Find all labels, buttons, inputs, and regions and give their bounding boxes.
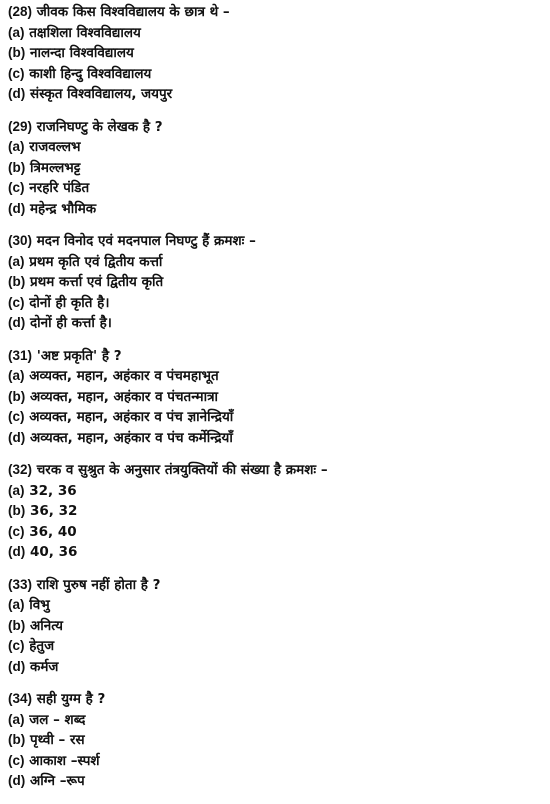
option-text: प्रथम कर्त्ता एवं द्वितीय कृति: [29, 274, 164, 290]
option-letter: (c): [8, 294, 25, 310]
question-text: राजनिघण्टु के लेखक है ?: [36, 118, 163, 135]
option-text: पृथ्वी – रस: [29, 732, 85, 748]
option-item: [8, 366, 544, 387]
option-item: [8, 272, 544, 293]
option-text: जल – शब्द: [29, 711, 86, 728]
option-letter: (a): [8, 253, 25, 269]
option-letter: (a): [8, 482, 25, 498]
option-item: [8, 64, 544, 85]
option-text: हेतुज: [29, 638, 55, 654]
option-letter: (b): [8, 45, 26, 60]
option-item: [8, 293, 544, 314]
option-item: [8, 481, 544, 502]
option-item: [8, 522, 544, 543]
option-text: अनित्य: [29, 617, 64, 634]
option-letter: (a): [8, 368, 25, 383]
option-letter: (d): [8, 86, 26, 101]
option-letter: (b): [8, 274, 26, 289]
option-text: अव्यक्त, महान, अहंकार व पंचमहाभूत: [29, 368, 219, 384]
option-text: 40, 36: [29, 544, 78, 560]
option-letter: (b): [8, 159, 26, 175]
option-text: प्रथम कृति एवं द्वितीय कर्त्ता: [29, 253, 163, 270]
option-item: [8, 636, 544, 657]
option-letter: (c): [8, 180, 25, 195]
option-text: अव्यक्त, महान, अहंकार व पंचतन्मात्रा: [29, 388, 219, 405]
option-text: त्रिमल्लभट्ट: [29, 159, 81, 176]
option-text: नालन्दा विश्वविद्यालय: [29, 45, 134, 61]
question-number: (32): [8, 462, 33, 477]
option-letter: (a): [8, 711, 25, 727]
option-item: [8, 137, 544, 158]
option-text: अव्यक्त, महान, अहंकार व पंच ज्ञानेन्द्रियाँ: [29, 409, 234, 425]
question-text: राशि पुरुष नहीं होता है ?: [36, 576, 161, 593]
option-item: [8, 595, 544, 616]
option-letter: (b): [8, 617, 26, 633]
question-number: (34): [8, 691, 33, 706]
question-block: [8, 231, 544, 334]
option-item: [8, 252, 544, 273]
question-text: जीवक किस विश्वविद्यालय के छात्र थे –: [36, 4, 230, 20]
question-text: चरक व सुश्रुत के अनुसार तंत्रयुक्तियों की संख्या है क्रमशः –: [36, 462, 328, 478]
question-line: [8, 689, 544, 710]
option-text: संस्कृत विश्वविद्यालय, जयपुर: [29, 86, 173, 102]
option-text: तक्षशिला विश्वविद्यालय: [29, 24, 141, 41]
option-text: आकाश –स्पर्श: [29, 752, 100, 769]
option-text: 32, 36: [29, 482, 77, 499]
option-item: [8, 158, 544, 179]
question-line: [8, 346, 544, 367]
option-letter: (c): [8, 523, 25, 539]
option-item: [8, 751, 544, 772]
question-text: सही युग्म है ?: [36, 691, 106, 707]
option-item: [8, 178, 544, 199]
option-letter: (c): [8, 65, 25, 81]
option-letter: (c): [8, 638, 25, 653]
option-letter: (d): [8, 315, 26, 330]
option-letter: (d): [8, 429, 26, 445]
question-number: (29): [8, 118, 33, 134]
option-text: महेन्द्र भौमिक: [29, 200, 97, 217]
option-letter: (a): [8, 139, 25, 154]
question-block: [8, 689, 544, 792]
option-letter: (b): [8, 388, 26, 404]
question-block: [8, 2, 544, 105]
option-item: [8, 428, 544, 449]
question-block: [8, 460, 544, 563]
question-line: [8, 460, 544, 481]
question-number: (30): [8, 233, 33, 248]
option-letter: (d): [8, 200, 26, 216]
option-item: [8, 84, 544, 105]
question-block: [8, 346, 544, 449]
option-item: [8, 501, 544, 522]
question-line: [8, 575, 544, 596]
option-item: [8, 387, 544, 408]
option-text: दोनों ही कृति है।: [29, 294, 110, 311]
question-number: (28): [8, 4, 33, 19]
option-text: विभु: [29, 597, 50, 613]
question-block: [8, 117, 544, 220]
option-letter: (d): [8, 544, 26, 559]
question-block: [8, 575, 544, 678]
option-letter: (b): [8, 503, 26, 518]
option-item: [8, 710, 544, 731]
option-item: [8, 43, 544, 64]
question-line: [8, 231, 544, 252]
option-item: [8, 542, 544, 563]
option-letter: (d): [8, 773, 26, 788]
option-item: [8, 771, 544, 792]
question-number: (33): [8, 576, 33, 592]
option-letter: (d): [8, 658, 26, 674]
option-item: [8, 23, 544, 44]
option-text: काशी हिन्दु विश्वविद्यालय: [29, 65, 152, 82]
question-line: [8, 117, 544, 138]
question-sheet: [8, 2, 544, 804]
option-text: 36, 40: [29, 523, 77, 540]
option-text: अग्नि –रूप: [29, 773, 85, 789]
option-item: [8, 616, 544, 637]
question-text: 'अष्ट प्रकृति' है ?: [36, 347, 122, 364]
option-letter: (a): [8, 597, 25, 612]
option-item: [8, 313, 544, 334]
question-number: (31): [8, 347, 33, 363]
option-letter: (c): [8, 752, 25, 768]
question-line: [8, 2, 544, 23]
option-item: [8, 657, 544, 678]
option-item: [8, 730, 544, 751]
option-letter: (c): [8, 409, 25, 424]
option-text: अव्यक्त, महान, अहंकार व पंच कर्मेन्द्रियाँ: [29, 429, 233, 446]
option-text: नरहरि पंडित: [29, 180, 90, 196]
option-item: [8, 407, 544, 428]
option-letter: (a): [8, 24, 25, 40]
option-text: दोनों ही कर्त्ता है।: [29, 315, 112, 331]
option-text: कर्मज: [29, 658, 59, 675]
question-text: मदन विनोद एवं मदनपाल निघण्टु हैं क्रमशः –: [36, 233, 256, 249]
option-letter: (b): [8, 732, 26, 747]
option-text: राजवल्लभ: [29, 139, 81, 155]
option-text: 36, 32: [29, 503, 78, 519]
option-item: [8, 199, 544, 220]
